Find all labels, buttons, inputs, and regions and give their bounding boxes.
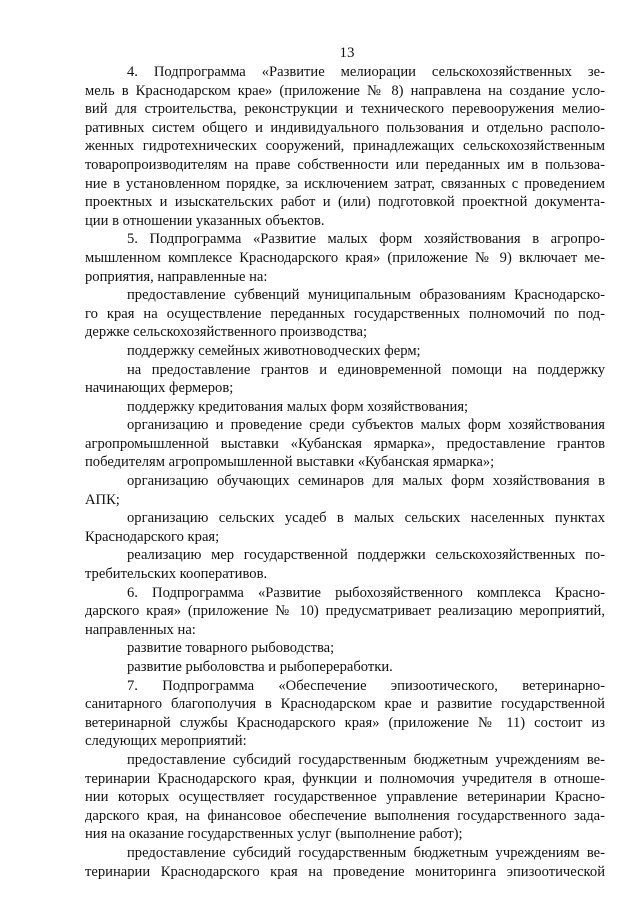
text-line: нии которых осуществляет государственное управление ветеринарии Красно- <box>85 789 605 806</box>
text-line: 6. Подпрограмма «Развитие рыбохозяйственного комплекса Красно- <box>127 584 605 601</box>
text-line: санитарного благополучия в Краснодарском крае и развитие государственной <box>85 696 605 713</box>
text-line: организацию и проведение среди субъектов малых форм хозяйствования <box>127 417 605 434</box>
text-line: товаропроизводителям на праве собственности или переданных им в пользова- <box>85 156 605 173</box>
text-line: направленных на: <box>85 621 196 638</box>
text-line: АПК; <box>85 491 120 508</box>
text-line: ративных систем общего и индивидуального пользования и отдельно располо- <box>85 119 605 136</box>
text-line: следующих мероприятий: <box>85 733 247 750</box>
text-line: ние в установленном порядке, за исключением затрат, связанных с проведением <box>85 175 605 192</box>
document-body <box>85 63 605 881</box>
text-line: предоставление субвенций муниципальным образованиям Краснодарско- <box>127 287 605 304</box>
text-line: 4. Подпрограмма «Развитие мелиорации сельскохозяйственных зе- <box>127 64 605 80</box>
text-line: вий для строительства, реконструкции и технического перевооружения мелио- <box>85 101 605 118</box>
text-line: поддержку семейных животноводческих ферм; <box>127 342 421 359</box>
text-line: Краснодарского края; <box>85 528 220 545</box>
text-line: теринарии Краснодарского края на проведение мониторинга эпизоотической <box>85 863 605 880</box>
text-line: организацию обучающих семинаров для малых форм хозяйствования в <box>127 473 605 490</box>
text-line: 7. Подпрограмма «Обеспечение эпизоотического, ветеринарно- <box>127 677 605 694</box>
text-line: женных гидротехнических сооружений, принадлежащих сельскохозяйственным <box>85 138 605 155</box>
text-line: дарского края, на финансовое обеспечение выполнения государственного зада- <box>85 807 605 824</box>
text-line: победителям агропромышленной выставки «Кубанская ярмарка»; <box>85 454 495 471</box>
text-line: ветеринарной службы Краснодарского края» (приложение № 11) состоит из <box>85 714 605 731</box>
text-line: 5. Подпрограмма «Развитие малых форм хозяйствования в агропро- <box>127 231 605 248</box>
text-line: поддержку кредитования малых форм хозяйствования; <box>127 398 469 415</box>
text-line: начинающих фермеров; <box>85 380 234 397</box>
text-line: требительских кооперативов. <box>85 566 268 583</box>
text-line: роприятия, направленные на: <box>85 268 268 285</box>
text-line: ции в отношении указанных объектов. <box>85 212 325 229</box>
text-line: на предоставление грантов и единовременной помощи на поддержку <box>127 361 605 378</box>
text-line: мышленном комплексе Краснодарского края» (приложение № 9) включает ме- <box>85 249 605 266</box>
text-line: предоставление субсидий государственным бюджетным учреждениям ве- <box>127 844 605 861</box>
text-line: реализацию мер государственной поддержки сельскохозяйственных по- <box>127 547 605 564</box>
text-line: мель в Краснодарском крае» (приложение № 8) направлена на создание усло- <box>85 82 605 99</box>
text-line: проектных и изыскательских работ и (или) подготовкой проектной документа- <box>85 194 605 211</box>
text-line: го края на осуществление переданных государственных полномочий по под- <box>85 305 605 322</box>
text-line: развитие рыболовства и рыбопереработки. <box>127 659 393 675</box>
text-line: держке сельскохозяйственного производства; <box>85 324 368 341</box>
page-number: 13 <box>339 45 355 61</box>
text-line: ния на оказание государственных услуг (выполнение работ); <box>85 826 463 843</box>
text-line: организацию сельских усадеб в малых сельских населенных пунктах <box>127 510 605 527</box>
text-line: развитие товарного рыбоводства; <box>127 640 335 657</box>
text-line: дарского края» (приложение № 10) предусматривает реализацию мероприятий, <box>85 603 605 620</box>
text-line: агропромышленной выставки «Кубанская ярмарка», предоставление грантов <box>85 435 605 452</box>
text-line: теринарии Краснодарского края, функции и полномочия учредителя в отноше- <box>85 770 605 787</box>
text-line: предоставление субсидий государственным бюджетным учреждениям ве- <box>127 751 605 768</box>
